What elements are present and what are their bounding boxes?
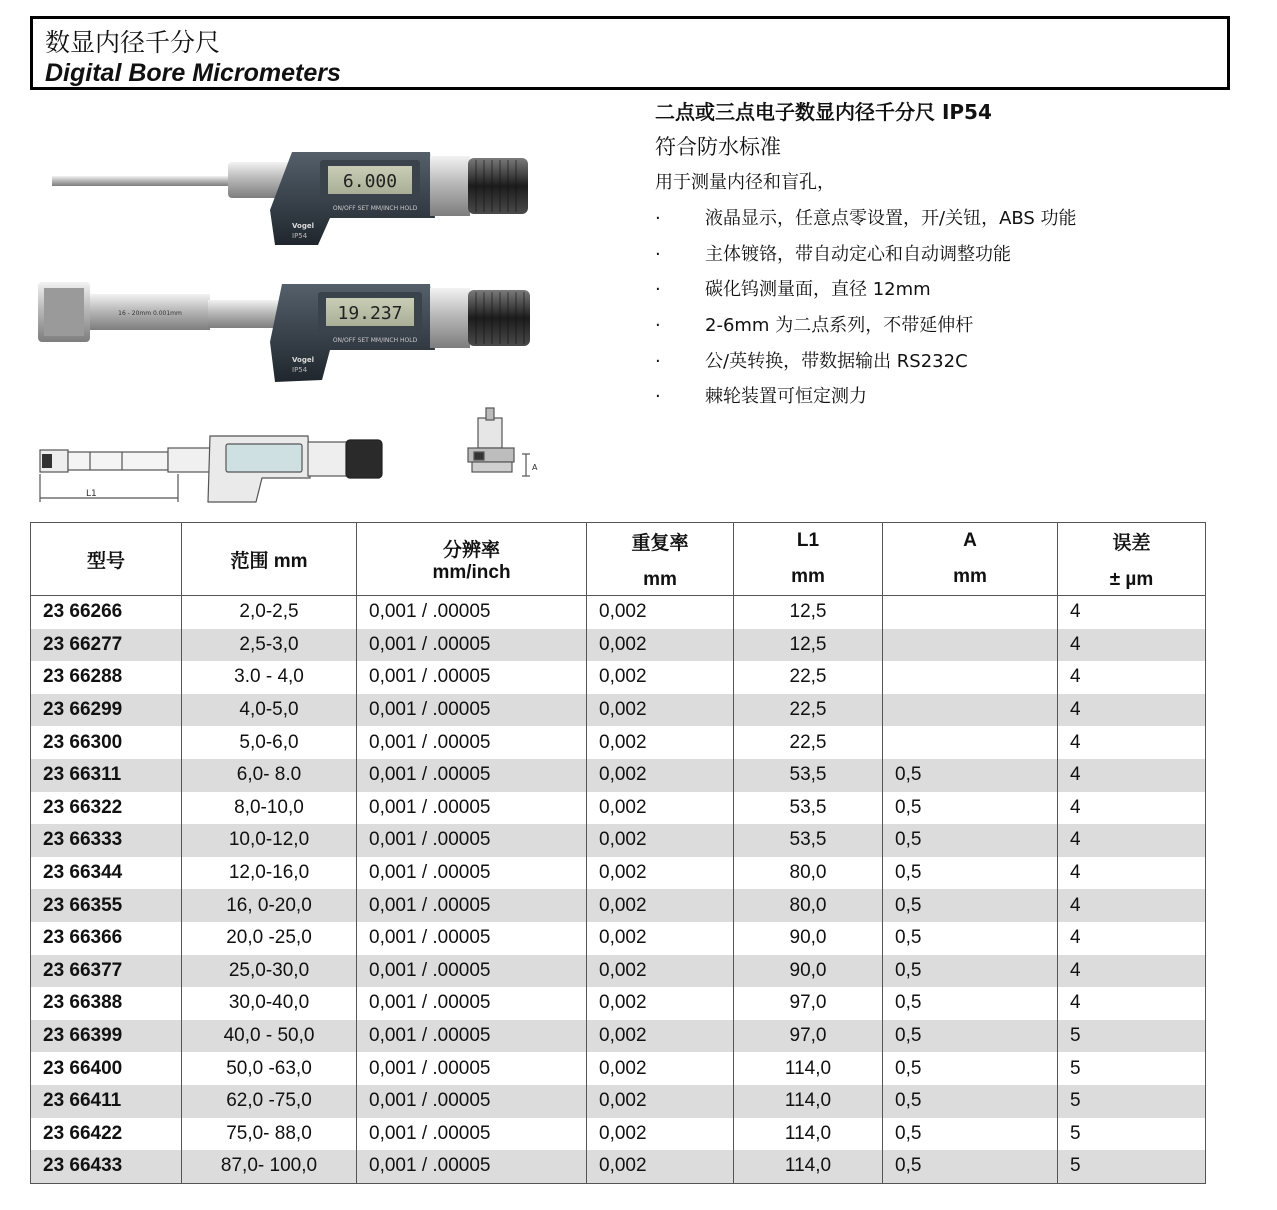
cell-range: 12,0-16,0 (182, 857, 357, 890)
cell-resolution: 0,001 / .00005 (357, 694, 587, 727)
cell-resolution: 0,001 / .00005 (357, 922, 587, 955)
cell-repeatability: 0,002 (587, 792, 734, 825)
cell-a (883, 596, 1058, 629)
cell-l1: 53,5 (734, 759, 883, 792)
device2-buttons: ON/OFF SET MM/INCH HOLD (332, 337, 418, 344)
cell-error: 5 (1058, 1150, 1206, 1183)
cell-error: 5 (1058, 1020, 1206, 1053)
description-intro: 用于测量内径和盲孔， (655, 172, 835, 193)
cell-error: 4 (1058, 629, 1206, 662)
table-row (31, 1085, 1206, 1118)
cell-range: 20,0 -25,0 (182, 922, 357, 955)
header-line2: mm (643, 568, 677, 590)
cell-a: 0,5 (883, 922, 1058, 955)
header-model (31, 523, 182, 596)
cell-range: 16, 0-20,0 (182, 889, 357, 922)
cell-a: 0,5 (883, 1020, 1058, 1053)
cell-repeatability: 0,002 (587, 955, 734, 988)
cell-resolution: 0,001 / .00005 (357, 792, 587, 825)
cell-range: 40,0 - 50,0 (182, 1020, 357, 1053)
table-row (31, 596, 1206, 629)
table-body (31, 596, 1206, 1184)
cell-error: 5 (1058, 1052, 1206, 1085)
feature-item (655, 273, 1255, 309)
cell-resolution: 0,001 / .00005 (357, 726, 587, 759)
cell-l1: 22,5 (734, 726, 883, 759)
table-row (31, 987, 1206, 1020)
device1-rating: IP54 (292, 232, 308, 240)
cell-range: 4,0-5,0 (182, 694, 357, 727)
feature-item (655, 380, 1255, 416)
table-row (31, 792, 1206, 825)
cell-model: 23 66377 (31, 955, 182, 988)
cell-error: 4 (1058, 889, 1206, 922)
header-line2: mm/inch (432, 561, 511, 583)
cell-repeatability: 0,002 (587, 694, 734, 727)
header-line1: A (963, 530, 977, 551)
bullet-dot: · (655, 208, 661, 229)
device1-display: 6.000 (342, 171, 398, 192)
device1-buttons: ON/OFF SET MM/INCH HOLD (332, 205, 418, 212)
table-row (31, 1118, 1206, 1151)
cell-a: 0,5 (883, 889, 1058, 922)
bullet-dot: · (655, 243, 661, 265)
cell-repeatability: 0,002 (587, 1118, 734, 1151)
cell-a: 0,5 (883, 987, 1058, 1020)
cell-resolution: 0,001 / .00005 (357, 857, 587, 890)
cell-range: 75,0- 88,0 (182, 1118, 357, 1151)
table-row (31, 759, 1206, 792)
table-row (31, 694, 1206, 727)
feature-text: 公/英转换，带数据输出 RS232C (705, 350, 968, 372)
cell-a (883, 726, 1058, 759)
cell-repeatability: 0,002 (587, 824, 734, 857)
header-line2: mm (791, 566, 825, 587)
cell-repeatability: 0,002 (587, 596, 734, 629)
cell-repeatability: 0,002 (587, 759, 734, 792)
drawing-a-label: A (532, 463, 538, 472)
table-row (31, 889, 1206, 922)
cell-l1: 80,0 (734, 857, 883, 890)
cell-resolution: 0,001 / .00005 (357, 661, 587, 694)
cell-a (883, 629, 1058, 662)
cell-resolution: 0,001 / .00005 (357, 759, 587, 792)
header-line2: mm (953, 566, 987, 587)
header-line1: 误差 (1112, 532, 1151, 554)
cell-repeatability: 0,002 (587, 1020, 734, 1053)
cell-a: 0,5 (883, 1085, 1058, 1118)
header-line1: 重复率 (631, 532, 689, 554)
micrometer-small-image (52, 152, 528, 245)
cell-error: 4 (1058, 824, 1206, 857)
feature-item (655, 202, 1255, 238)
bullet-dot: · (655, 315, 661, 337)
cell-range: 2,5-3,0 (182, 629, 357, 662)
cell-l1: 97,0 (734, 987, 883, 1020)
cell-a: 0,5 (883, 1052, 1058, 1085)
spec-table (30, 522, 1206, 1184)
cell-error: 4 (1058, 922, 1206, 955)
cell-a (883, 694, 1058, 727)
cell-model: 23 66422 (31, 1118, 182, 1151)
cell-l1: 53,5 (734, 792, 883, 825)
cell-error: 4 (1058, 661, 1206, 694)
table-row (31, 922, 1206, 955)
cell-range: 6,0- 8.0 (182, 759, 357, 792)
cell-range: 10,0-12,0 (182, 824, 357, 857)
header-line1: L1 (796, 530, 820, 551)
cell-l1: 114,0 (734, 1085, 883, 1118)
cell-resolution: 0,001 / .00005 (357, 1052, 587, 1085)
cell-a: 0,5 (883, 824, 1058, 857)
header-line2: ± µm (1109, 568, 1154, 590)
feature-item (655, 345, 1255, 381)
cell-a (883, 661, 1058, 694)
cell-range: 3.0 - 4,0 (182, 661, 357, 694)
cell-model: 23 66299 (31, 694, 182, 727)
feature-text: 液晶显示，任意点零设置，开/关钮，ABS 功能 (705, 208, 1077, 229)
micrometer-large-image (38, 282, 530, 382)
header-a (883, 523, 1058, 596)
table-row (31, 824, 1206, 857)
cell-resolution: 0,001 / .00005 (357, 1085, 587, 1118)
cell-l1: 80,0 (734, 889, 883, 922)
device2-brand: Vogel (292, 356, 315, 364)
cell-model: 23 66433 (31, 1150, 182, 1183)
header-repeatability (587, 523, 734, 596)
product-images (30, 100, 630, 510)
cell-repeatability: 0,002 (587, 661, 734, 694)
cell-repeatability: 0,002 (587, 922, 734, 955)
cell-l1: 90,0 (734, 955, 883, 988)
cell-a: 0,5 (883, 759, 1058, 792)
title-box (30, 16, 1230, 90)
cell-error: 4 (1058, 759, 1206, 792)
cell-l1: 12,5 (734, 596, 883, 629)
cell-range: 8,0-10,0 (182, 792, 357, 825)
cell-l1: 53,5 (734, 824, 883, 857)
table-row (31, 629, 1206, 662)
bullet-dot: · (655, 386, 661, 408)
cell-model: 23 66277 (31, 629, 182, 662)
bullet-dot: · (655, 350, 661, 372)
header-error (1058, 523, 1206, 596)
device2-display: 19.237 (337, 303, 403, 324)
cell-a: 0,5 (883, 1118, 1058, 1151)
table-row (31, 1150, 1206, 1183)
device2-rating: IP54 (292, 366, 308, 374)
header-line1: 分辨率 (442, 539, 500, 561)
feature-text: 2-6mm 为二点系列，不带延伸杆 (705, 315, 974, 337)
cell-error: 4 (1058, 792, 1206, 825)
feature-list (655, 202, 1255, 416)
feature-text: 碳化钨测量面，直径 12mm (705, 279, 931, 301)
device1-brand: Vogel (292, 222, 315, 230)
cell-l1: 114,0 (734, 1150, 883, 1183)
bullet-dot: · (655, 279, 661, 301)
cell-model: 23 66411 (31, 1085, 182, 1118)
cell-model: 23 66300 (31, 726, 182, 759)
cell-range: 2,0-2,5 (182, 596, 357, 629)
cell-error: 5 (1058, 1085, 1206, 1118)
cell-a: 0,5 (883, 955, 1058, 988)
cell-repeatability: 0,002 (587, 1085, 734, 1118)
cell-model: 23 66322 (31, 792, 182, 825)
cell-range: 30,0-40,0 (182, 987, 357, 1020)
feature-item (655, 309, 1255, 345)
product-illustrations (30, 100, 630, 510)
cell-l1: 114,0 (734, 1118, 883, 1151)
cell-resolution: 0,001 / .00005 (357, 596, 587, 629)
cell-l1: 90,0 (734, 922, 883, 955)
product-description (655, 96, 1255, 416)
cell-model: 23 66388 (31, 987, 182, 1020)
table-row (31, 1052, 1206, 1085)
cell-error: 5 (1058, 1118, 1206, 1151)
cell-resolution: 0,001 / .00005 (357, 1118, 587, 1151)
cell-repeatability: 0,002 (587, 1150, 734, 1183)
cell-resolution: 0,001 / .00005 (357, 987, 587, 1020)
table-row (31, 1020, 1206, 1053)
cell-range: 50,0 -63,0 (182, 1052, 357, 1085)
cell-model: 23 66311 (31, 759, 182, 792)
cell-a: 0,5 (883, 857, 1058, 890)
cell-a: 0,5 (883, 1150, 1058, 1183)
cell-range: 62,0 -75,0 (182, 1085, 357, 1118)
cell-resolution: 0,001 / .00005 (357, 955, 587, 988)
cell-error: 4 (1058, 694, 1206, 727)
probe-tip-drawing (468, 408, 530, 476)
cell-resolution: 0,001 / .00005 (357, 824, 587, 857)
page-title-en: Digital Bore Micrometers (45, 59, 341, 87)
header-resolution (357, 523, 587, 596)
cell-repeatability: 0,002 (587, 857, 734, 890)
cell-model: 23 66333 (31, 824, 182, 857)
header-line1: 范围 mm (230, 550, 308, 572)
cell-range: 25,0-30,0 (182, 955, 357, 988)
cell-repeatability: 0,002 (587, 629, 734, 662)
cell-repeatability: 0,002 (587, 987, 734, 1020)
cell-model: 23 66266 (31, 596, 182, 629)
table-header-row (31, 523, 1206, 596)
feature-text: 主体镀铬，带自动定心和自动调整功能 (705, 243, 1011, 265)
cell-model: 23 66366 (31, 922, 182, 955)
cell-l1: 22,5 (734, 694, 883, 727)
table-row (31, 955, 1206, 988)
description-subheading: 符合防水标准 (655, 135, 781, 159)
header-l1 (734, 523, 883, 596)
feature-item (655, 238, 1255, 274)
table-row (31, 726, 1206, 759)
cell-error: 4 (1058, 857, 1206, 890)
cell-repeatability: 0,002 (587, 726, 734, 759)
cell-resolution: 0,001 / .00005 (357, 889, 587, 922)
cell-repeatability: 0,002 (587, 889, 734, 922)
drawing-l1-label: L1 (86, 489, 97, 499)
cell-error: 4 (1058, 955, 1206, 988)
cell-error: 4 (1058, 596, 1206, 629)
cell-l1: 12,5 (734, 629, 883, 662)
cell-model: 23 66399 (31, 1020, 182, 1053)
cell-l1: 97,0 (734, 1020, 883, 1053)
cell-range: 5,0-6,0 (182, 726, 357, 759)
page-title-cn: 数显内径千分尺 (45, 28, 221, 57)
cell-model: 23 66400 (31, 1052, 182, 1085)
cell-l1: 22,5 (734, 661, 883, 694)
table-row (31, 661, 1206, 694)
cell-model: 23 66288 (31, 661, 182, 694)
header-range (182, 523, 357, 596)
cell-range: 87,0- 100,0 (182, 1150, 357, 1183)
table-row (31, 857, 1206, 890)
description-heading: 二点或三点电子数显内径千分尺 IP54 (655, 100, 992, 124)
cell-model: 23 66344 (31, 857, 182, 890)
cell-model: 23 66355 (31, 889, 182, 922)
cell-resolution: 0,001 / .00005 (357, 629, 587, 662)
cell-l1: 114,0 (734, 1052, 883, 1085)
header-line1: 型号 (86, 550, 125, 572)
cell-resolution: 0,001 / .00005 (357, 1020, 587, 1053)
device2-barrel-label: 16 - 20mm 0.001mm (118, 310, 182, 317)
cell-error: 4 (1058, 726, 1206, 759)
cell-resolution: 0,001 / .00005 (357, 1150, 587, 1183)
feature-text: 棘轮装置可恒定测力 (705, 386, 867, 408)
cell-error: 4 (1058, 987, 1206, 1020)
cell-repeatability: 0,002 (587, 1052, 734, 1085)
cell-a: 0,5 (883, 792, 1058, 825)
